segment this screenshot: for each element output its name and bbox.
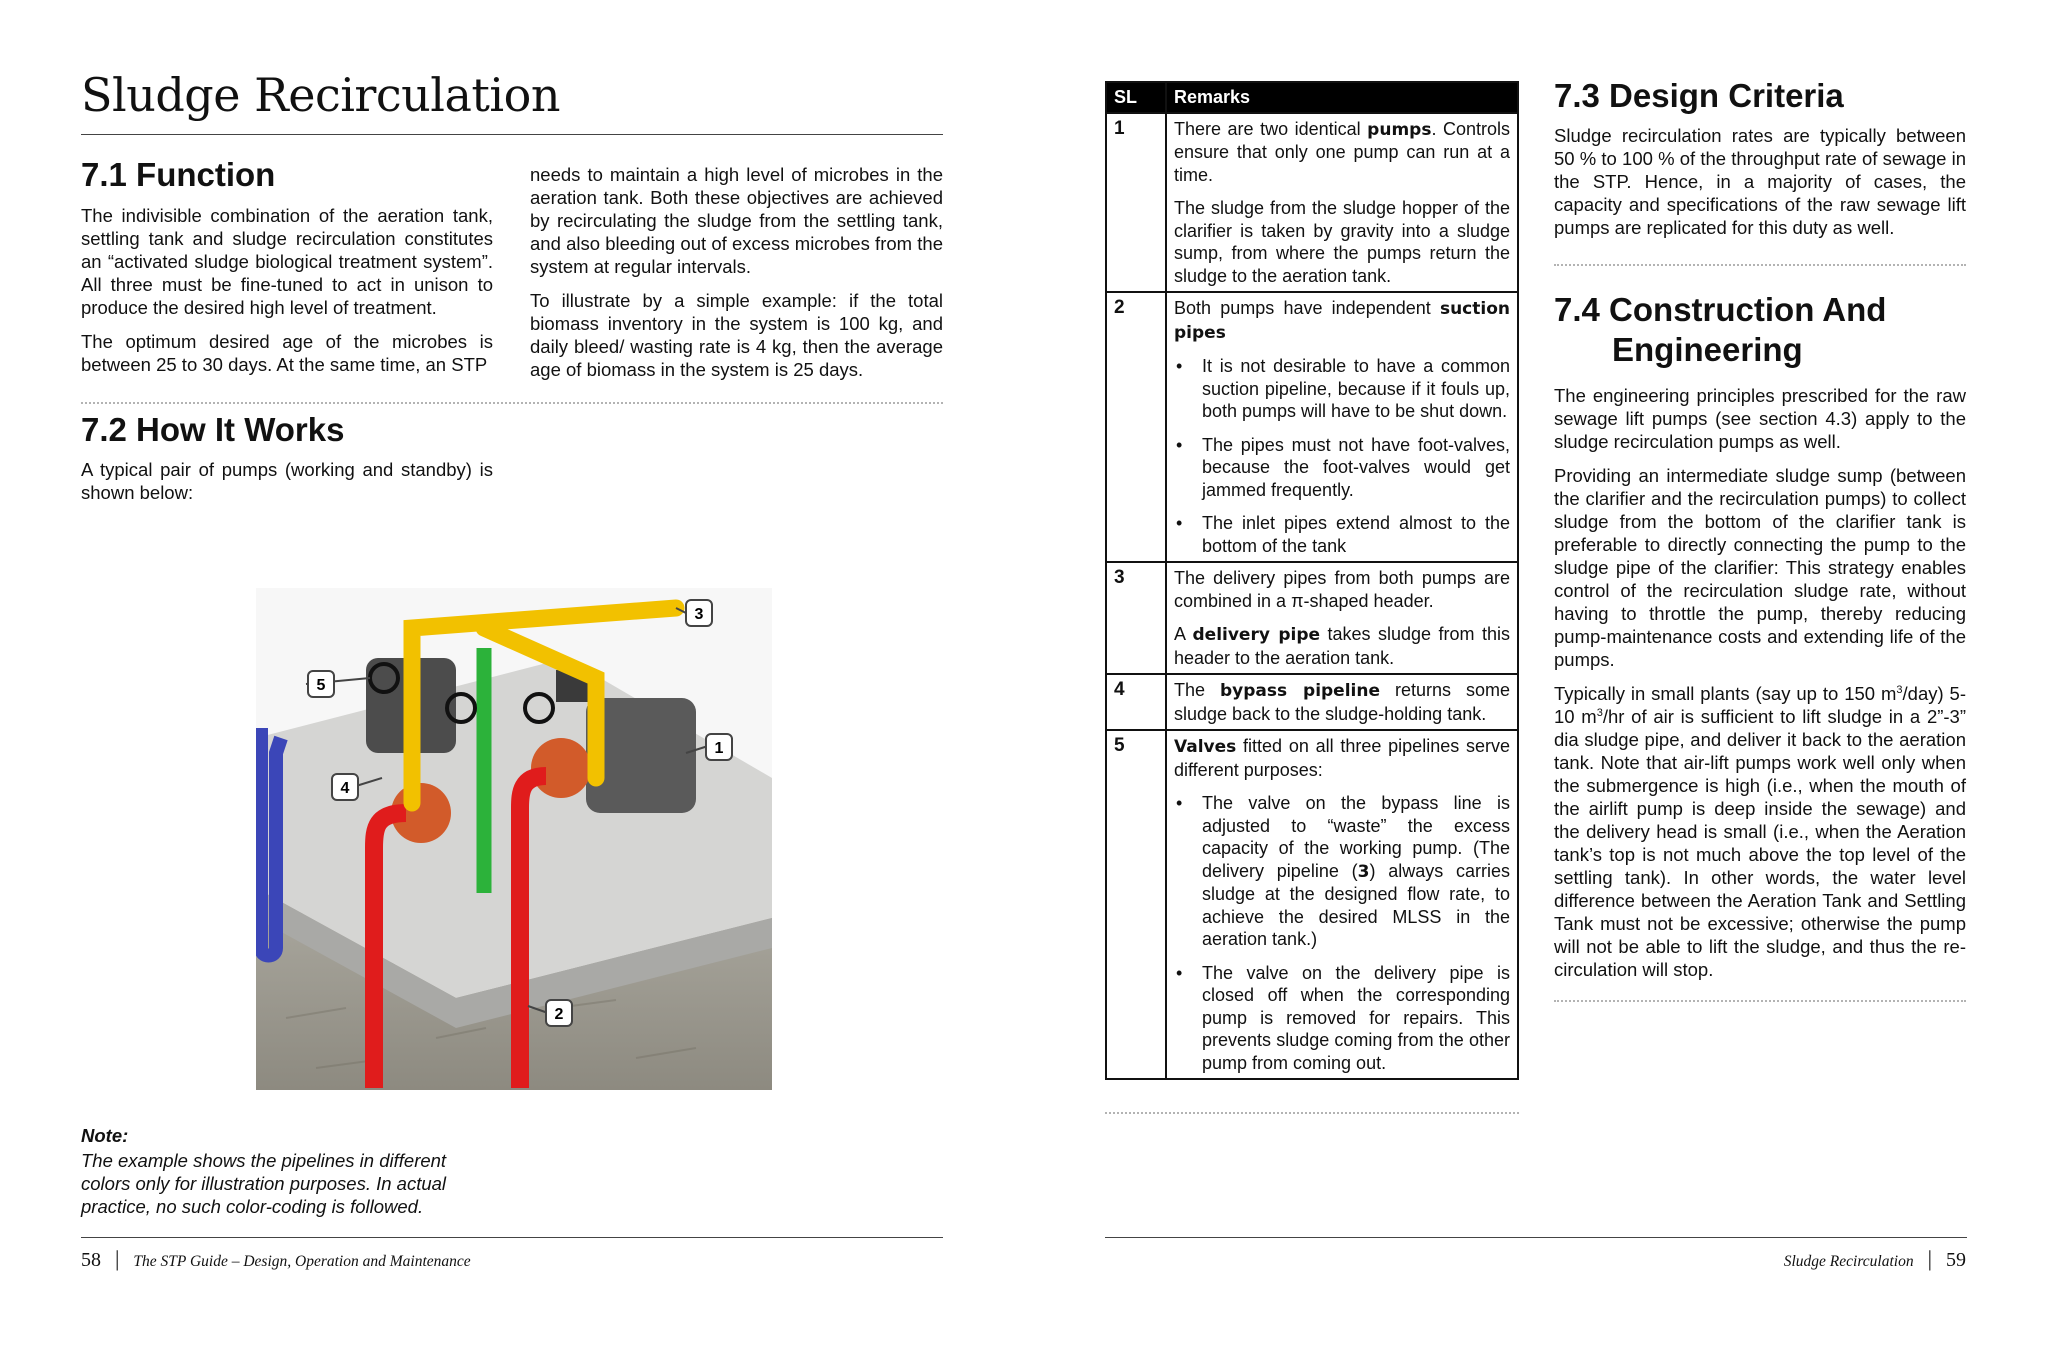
- row3-keyword: delivery pipe: [1192, 625, 1321, 645]
- heading-7-3: 7.3 Design Criteria: [1554, 77, 1844, 114]
- table-header-row: [1106, 82, 1518, 113]
- row5-text-a: fitted on all three pipelines serve different purposes:: [1174, 736, 1510, 780]
- callout-3: 3: [694, 606, 704, 623]
- function-col-1: [81, 204, 493, 376]
- list-item: • The inlet pipes extend almost to the bottom of the tank: [1202, 512, 1510, 557]
- footer-right: [1784, 1246, 1966, 1272]
- pump-illustration: [256, 588, 772, 1090]
- row3-para-1: The delivery pipes from both pumps are combined in a π-shaped header.: [1174, 568, 1510, 611]
- table-divider: [1105, 1112, 1519, 1114]
- bypass-pipe-blue: [261, 728, 281, 956]
- list-item: • The pipes must not have foot-valves, because the foot-valves would get jammed frequently.: [1202, 434, 1510, 502]
- col-sl-header: SL: [1106, 82, 1166, 113]
- note-text: The example shows the pipelines in different colors only for illustration purposes. In actual practice, no such color-coding is followed.: [81, 1150, 447, 1217]
- row1-keyword: pumps: [1367, 119, 1432, 140]
- construction-para-3: Typically in small plants (say up to 150 $m^3/day$) 5-10 $m^3/hr$ of air is sufficient to lift sludge in a 2”-3” dia sludge pipe, and deliver it back to the aeration tank. Note that air-lift pumps work well only when the submergence is high (i.e., when the mouth of the airlift pump is deep inside the sewage) and the delivery head is small (i.e., when the Aeration tank’s top is not much above the top level of the settling tank). In other words, the water level difference between the Aeration Tank and Settling Tank must not be excessive; otherwise the pump will not be able to lift the sludge, and thus the re-circulation will stop.: [1554, 683, 1967, 980]
- section-divider: [1554, 264, 1966, 266]
- callout-1: 1: [714, 740, 724, 757]
- row-remarks: [1166, 113, 1518, 293]
- row5-keyword: Valves: [1174, 737, 1237, 757]
- list-item: • The valve on the delivery pipe is closed off when the corresponding pump is removed for repairs. This prevents sludge coming from the other pump from coming out.: [1202, 962, 1510, 1075]
- row5-bullet1-b: ) always carries sludge at the designed flow rate, to achieve the desired MLSS in the aeration tank.): [1202, 860, 1511, 949]
- row5-bullet1-ref: 3: [1357, 861, 1370, 882]
- footer-book-title: The STP Guide – Design, Operation and Maintenance: [133, 1253, 471, 1270]
- callout-4: 4: [340, 780, 350, 797]
- footer-chapter-title: Sludge Recirculation: [1783, 1253, 1914, 1270]
- callout-5: 5: [316, 677, 326, 694]
- row3-text-a: A: [1174, 624, 1193, 644]
- components-table: [1105, 81, 1519, 1080]
- function-para-3: needs to maintain a high level of microbes in the aeration tank. Both these objectives are achieved by recirculating the sludge from the settling tank, and also bleeding out of excess microbes from the system at regular intervals.: [530, 164, 943, 277]
- table-row: [1106, 562, 1518, 674]
- row2-text-a: Both pumps have independent: [1174, 298, 1440, 318]
- col-remarks-header: Remarks: [1166, 82, 1518, 113]
- footer-rule-right: [1105, 1237, 1967, 1238]
- how-it-works-para: A typical pair of pumps (working and standby) is shown below:: [81, 459, 493, 503]
- callout-2: 2: [554, 1006, 564, 1023]
- footer-left: [81, 1246, 471, 1272]
- table-row: [1106, 113, 1518, 293]
- note-label: Note:: [81, 1125, 129, 1146]
- function-para-4: To illustrate by a simple example: if the total biomass inventory in the system is 100 kg, and daily bleed/ wasting rate is 4 kg, then the average age of biomass in the system is 25 days.: [530, 290, 943, 380]
- construction-text: [1554, 384, 1966, 981]
- row-sl: 1: [1106, 113, 1166, 293]
- heading-7-4-line-2: Engineering: [1612, 331, 1803, 368]
- row2-keyword: suction pipes: [1174, 299, 1510, 343]
- row1-para-2: The sludge from the sludge hopper of the clarifier is taken by gravity into a sludge sump, from where the pumps return the sludge to the aeration tank.: [1174, 198, 1510, 286]
- page-number-right: 59: [1946, 1249, 1966, 1271]
- heading-7-4-line-1: 7.4 Construction And: [1554, 291, 1887, 328]
- section-divider: [1554, 1000, 1966, 1002]
- heading-7-2: 7.2 How It Works: [81, 411, 345, 448]
- row-remarks: [1166, 730, 1518, 1079]
- row-sl: 2: [1106, 292, 1166, 562]
- list-item: • It is not desirable to have a common suction pipeline, because if it fouls up, both pumps will have to be shut down.: [1202, 355, 1510, 423]
- how-it-works-text: [81, 458, 493, 504]
- page-number-left: 58: [81, 1249, 101, 1271]
- title-rule: [81, 134, 943, 135]
- figure-note: [81, 1125, 481, 1218]
- row-sl: 3: [1106, 562, 1166, 674]
- row-remarks: [1166, 562, 1518, 674]
- footer-separator-left: |: [115, 1246, 120, 1271]
- row-sl: 4: [1106, 674, 1166, 730]
- row4-text-a: The: [1174, 680, 1220, 700]
- heading-7-4: [1554, 290, 1886, 370]
- construction-para-2: Providing an intermediate sludge sump (between the clarifier and the recirculation pumps) to collect sludge from the bottom of the clarifier tank is preferable to directly connecting the pump to the sludge pipe of the clarifier: This strategy enables control of the recirculation sludge rate, without having to throttle the pump, thereby reducing pump-maintenance costs and extending life of the pumps.: [1554, 465, 1966, 670]
- design-criteria-para: Sludge recirculation rates are typically between 50 % to 100 % of the throughput rate of sewage in the STP. Hence, in a majority of cases, the capacity and specifications of the raw sewage lift pumps are replicated for this duty as well.: [1554, 125, 1966, 238]
- row3-text-b: takes sludge from this header to the aeration tank.: [1174, 624, 1511, 668]
- table-row: [1106, 730, 1518, 1079]
- heading-7-1: 7.1 Function: [81, 156, 276, 193]
- row1-text-a: There are two identical: [1174, 118, 1368, 139]
- function-para-1: The indivisible combination of the aeration tank, settling tank and sludge recirculation constitutes an “activated sludge biological treatment system”. All three must be fine-tuned to act in unison to produce the desired high level of treatment.: [81, 205, 493, 318]
- row-remarks: [1166, 292, 1518, 562]
- table-row: [1106, 674, 1518, 730]
- construction-para-1: The engineering principles prescribed for the raw sewage lift pumps (see section 4.3) apply to the sludge recirculation pumps as well.: [1554, 385, 1966, 452]
- row4-keyword: bypass pipeline: [1220, 681, 1381, 701]
- row4-text-b: returns some sludge back to the sludge-holding tank.: [1174, 680, 1510, 724]
- row-sl: 5: [1106, 730, 1166, 1079]
- row5-bullet1-a: The valve on the bypass line is adjusted to “waste” the excess capacity of the working pump. (The delivery pipeline (: [1202, 793, 1510, 881]
- row1-text-b: . Controls ensure that only one pump can run at a time.: [1174, 118, 1510, 185]
- function-para-2: The optimum desired age of the microbes is between 25 to 30 days. At the same time, an STP: [81, 331, 493, 375]
- section-divider: [81, 402, 943, 404]
- list-item: [1202, 792, 1510, 951]
- footer-separator-right: |: [1927, 1246, 1932, 1271]
- row-remarks: [1166, 674, 1518, 730]
- design-criteria-text: [1554, 124, 1966, 239]
- function-col-2: [530, 163, 943, 381]
- footer-rule-left: [81, 1237, 943, 1238]
- table-row: [1106, 292, 1518, 562]
- page-title: Sludge Recirculation: [81, 68, 560, 122]
